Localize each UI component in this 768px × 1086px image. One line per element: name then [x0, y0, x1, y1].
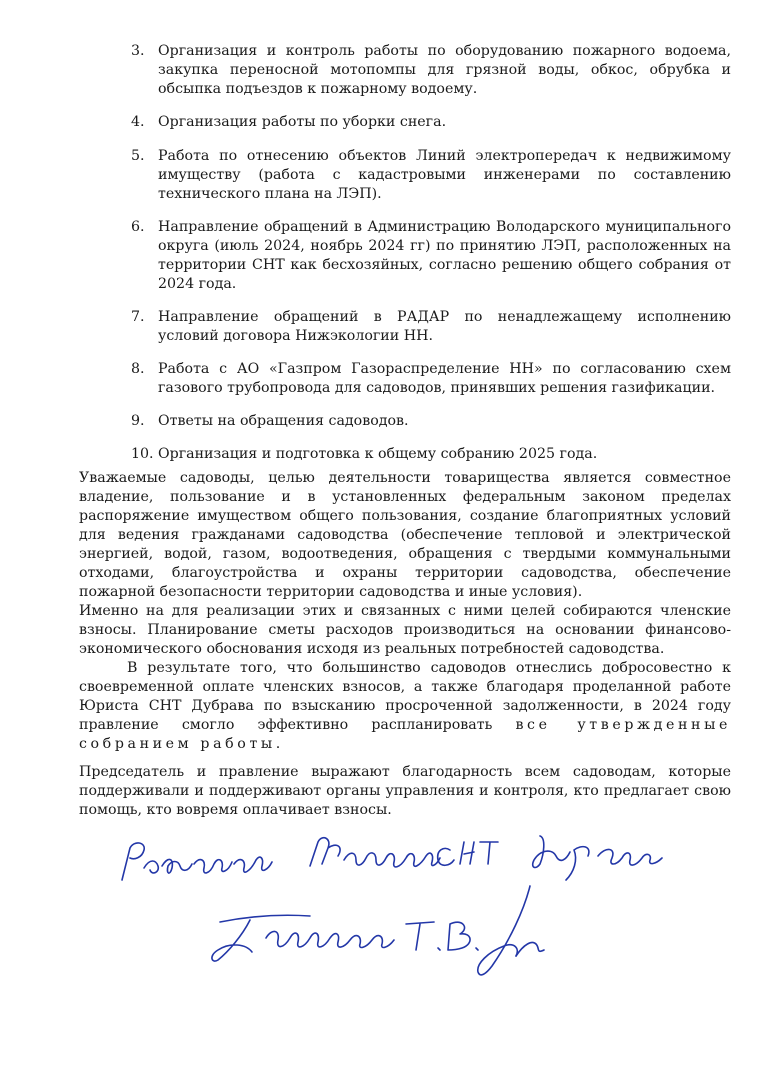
list-item-number: 4.: [131, 114, 145, 130]
list-item: [131, 445, 731, 464]
paragraph-result: [79, 659, 731, 754]
list-item-text: Организация работы по уборки снега.: [158, 114, 447, 130]
paragraph-result-spaced: все утвержденные собранием работы.: [79, 717, 731, 752]
list-item: [131, 42, 731, 99]
body-text: [79, 469, 731, 754]
list-item-text: Организация и подготовка к общему собранию 2025 года.: [158, 446, 598, 462]
list-item-number: 9.: [131, 413, 145, 429]
paragraph-result-text: В результате того, что большинство садоводов отнеслись добросовестно к своевременной оплате членских взносов, а также благодаря проделанной работе Юриста СНТ Дубрава по взысканию просроченной задолженности, в 2024 году правление смогло эффективно распланировать: [79, 660, 731, 733]
list-item-text: Направление обращений в РАДАР по ненадлежащему исполнению условий договора Нижэкологии НН.: [158, 309, 731, 344]
paragraph-dues: Именно на для реализации этих и связанных с ними целей собираются членские взносы. Планирование сметы расходов производиться на основании финансово-экономического обоснования исходя из реальных потребностей садоводства.: [79, 603, 731, 657]
list-item: [131, 218, 731, 294]
list-item-text: Направление обращений в Администрацию Володарского муниципального округа (июль 2024, ноябрь 2024 гг) по принятию ЛЭП, расположенных на территории СНТ как бесхозяйных, согласно решению общего собрания от 2024 года.: [158, 219, 731, 292]
list-item-text: Работа по отнесению объектов Линий электропередач к недвижимому имуществу (работа с кадастровыми инженерами по составлению технического плана на ЛЭП).: [158, 148, 731, 202]
list-item-number: 6.: [131, 219, 145, 235]
list-item-text: Работа с АО «Газпром Газораспределение НН» по согласованию схем газового трубопровода для садоводов, принявших решения газификации.: [158, 361, 731, 396]
list-item: [131, 412, 731, 431]
list-item-number: 8.: [131, 361, 145, 377]
list-item-number: 10.: [131, 446, 154, 462]
list-item: [131, 308, 731, 346]
list-item-text: Ответы на обращения садоводов.: [158, 413, 409, 429]
list-item-number: 5.: [131, 148, 145, 164]
list-item: [131, 360, 731, 398]
list-item-text: Организация и контроль работы по оборудованию пожарного водоема, закупка переносной мотопомпы для грязной воды, обкос, обрубка и обсыпка подъездов к пожарному водоему.: [158, 43, 731, 97]
list-item-number: 7.: [131, 309, 145, 325]
list-item: [131, 147, 731, 204]
closing-paragraph: Председатель и правление выражают благодарность всем садоводам, которые поддерживали и поддерживают органы управления и контроля, кто предлагает свою помощь, кто вовремя оплачивает взносы.: [79, 764, 731, 818]
handwritten-signature: [100, 820, 700, 980]
list-item-number: 3.: [131, 43, 145, 59]
numbered-list: [131, 42, 731, 464]
paragraph-purpose: Уважаемые садоводы, целью деятельности товарищества является совместное владение, пользование и в установленных федеральным законом пределах распоряжение имуществом общего пользования, создание благоприятных условий для ведения гражданами садоводства (обеспечение тепловой и электрической энергией, водой, газом, водоотведения, обращения с твердыми коммунальными отходами, благоустройства и охраны территории садоводства, обеспечение пожарной безопасности территории садоводства и иные условия).: [79, 470, 731, 600]
list-item: [131, 113, 731, 132]
